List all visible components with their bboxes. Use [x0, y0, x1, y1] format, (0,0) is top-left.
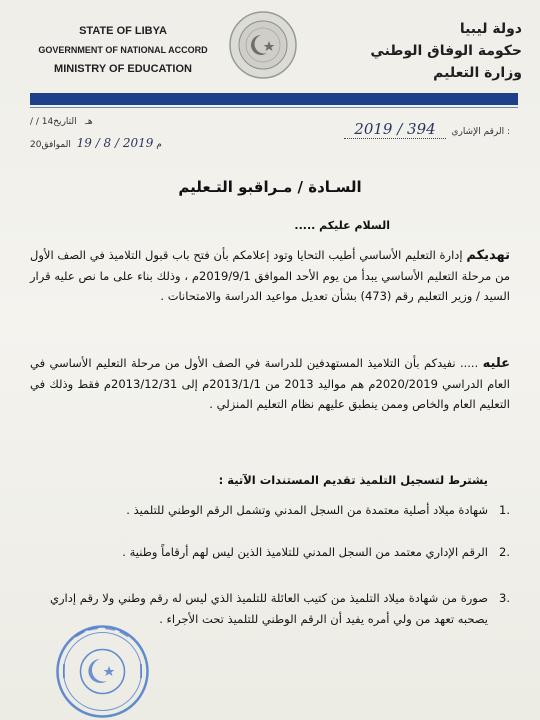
letterhead-english — [18, 22, 228, 79]
state-name-en: STATE OF LIBYA — [79, 25, 167, 37]
conditions-heading: يشترط لتسجيل التلميذ تقديم المستندات الآتية : — [218, 473, 488, 487]
item-text: الرقم الإداري معتمد من السجل المدني للتلاميذ الذين ليس لهم أرقاماً وطنية . — [122, 545, 488, 559]
letter-title: السـادة / مـراقبو التـعليم — [178, 178, 362, 196]
date-greg-value: 2019 / 8 / 19 — [76, 136, 154, 150]
date-gregorian — [30, 136, 162, 150]
paragraph-intro-lead: تهديكم — [466, 248, 510, 263]
official-stamp — [55, 624, 150, 719]
salutation: السلام عليكم ..... — [294, 219, 390, 232]
item-text: شهادة ميلاد أصلية معتمدة من السجل المدني وتشمل الرقم الوطني للتلميذ . — [126, 503, 488, 517]
paragraph-eligibility-text: ..... نفيدكم بأن التلاميذ المستهدفين للدراسة في الصف الأول من مرحلة التعليم الأساسي في العام الدراسي 2020/2019م هم مواليد 2013 من 2013/1/1م إلى 2013/12/31م فقط وذلك في التعليم العام والخاص وممن ينطبق عليهم نظام التعليم المنزلي . — [30, 356, 510, 411]
item-number: .2 — [499, 545, 510, 559]
document-requirement-item — [50, 500, 510, 521]
date-hijri — [30, 117, 93, 127]
header-divider-bar — [30, 93, 518, 105]
date-greg-label: الموافق — [41, 140, 71, 150]
ministry-name-ar: وزارة التعليم — [433, 65, 522, 81]
reference-label: الرقم الإشاري : — [451, 127, 510, 137]
state-name-ar: دولة ليبيا — [459, 21, 522, 37]
reference-number — [344, 120, 510, 139]
item-number: .1 — [499, 503, 510, 517]
paragraph-eligibility — [30, 353, 510, 414]
reference-value: 2019 / 394 — [344, 120, 445, 139]
header-divider-line — [30, 107, 518, 108]
item-text: صورة من شهادة ميلاد التلميذ من كتيب العائلة للتلميذ الذي ليس له رقم وطني ولا رقم إداري يصحبه تعهد من ولي أمره يفيد أن الرقم الوطني للتلميذ تحت الأجراء . — [50, 591, 488, 626]
item-number: .3 — [499, 591, 510, 605]
date-greg-suffix: 20م — [30, 140, 162, 150]
ministry-name-en: MINISTRY OF EDUCATION — [54, 63, 192, 75]
government-name-en: GOVERNMENT OF NATIONAL ACCORD — [38, 45, 208, 55]
paragraph-intro — [30, 245, 510, 306]
paragraph-eligibility-lead: عليه — [482, 356, 511, 371]
date-hijri-label: التاريخ — [53, 117, 77, 127]
date-hijri-value: / / 14هـ — [30, 117, 93, 127]
ministry-emblem — [228, 10, 298, 80]
letterhead-arabic — [322, 18, 522, 84]
paragraph-intro-text: إدارة التعليم الأساسي أطيب التحايا وتود إعلامكم بأن فتح باب قبول التلاميذ في الصف الأول من مرحلة التعليم الأساسي يبدأ من يوم الأحد الموافق 2019/9/1م ، وذلك بناء على ما نص عليه قرار السيد / وزير التعليم رقم (473) بشأن تعديل مواعيد الدراسة والامتحانات . — [30, 248, 510, 303]
government-name-ar: حكومة الوفاق الوطني — [370, 43, 522, 59]
document-requirement-item — [50, 542, 510, 563]
